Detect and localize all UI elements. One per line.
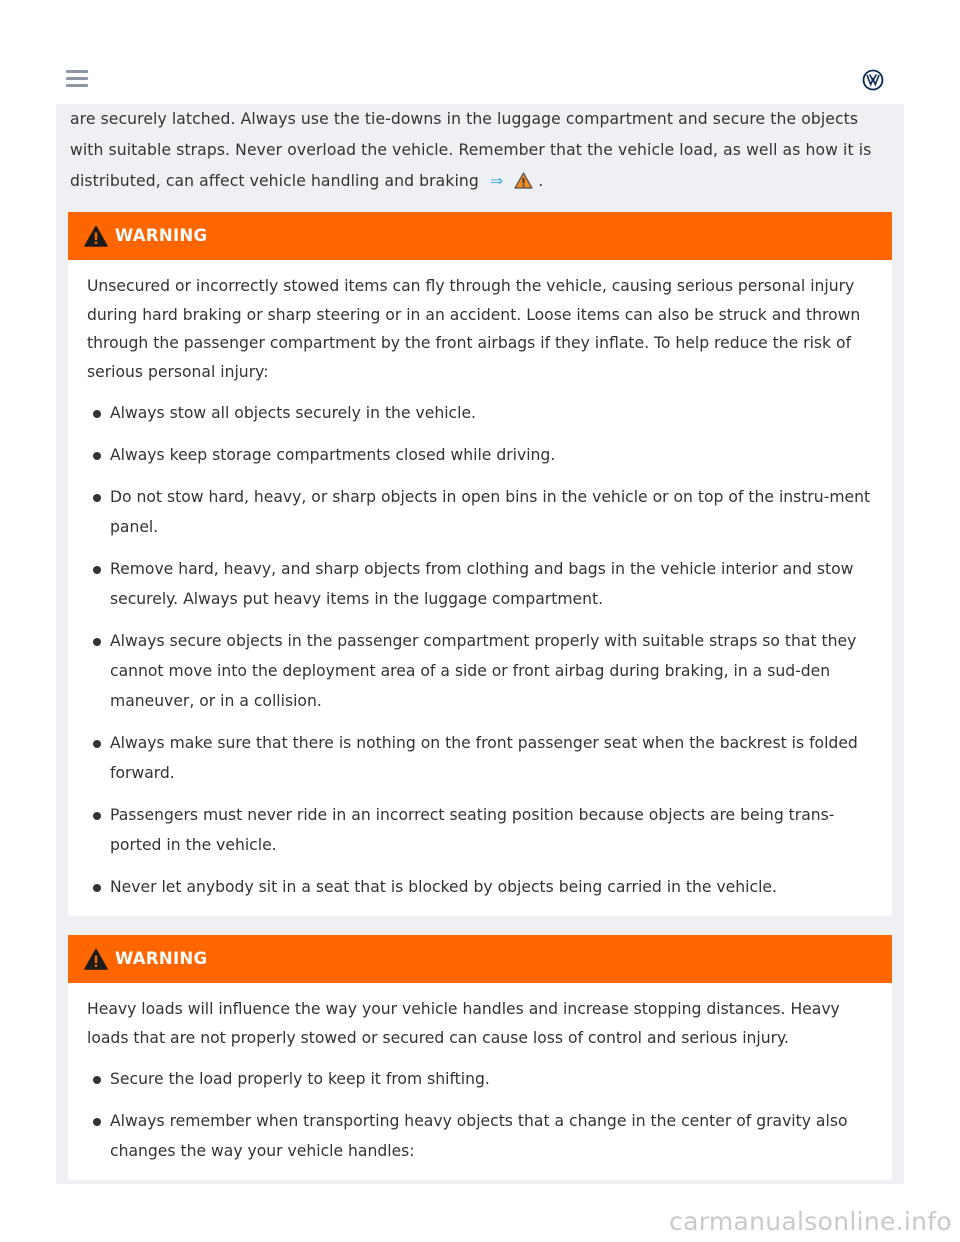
warning-bullet-list [87, 398, 872, 902]
warning-triangle-icon [514, 172, 533, 189]
list-item: Never let anybody sit in a seat that is blocked by objects being carried in the vehicle. [87, 872, 872, 902]
list-item: Do not stow hard, heavy, or sharp objects in open bins in the vehicle or on top of the instru-ment panel. [87, 482, 872, 542]
warning-title: WARNING [115, 949, 208, 968]
warning-triangle-icon [84, 948, 108, 970]
warning-reference-link[interactable]: ⇒ [489, 172, 504, 190]
intro-paragraph [56, 104, 904, 197]
warning-body [68, 260, 892, 916]
list-item: Secure the load properly to keep it from shifting. [87, 1064, 872, 1094]
list-item: Passengers must never ride in an incorrect seating position because objects are being trans-ported in the vehicle. [87, 800, 872, 860]
list-item: Remove hard, heavy, and sharp objects from clothing and bags in the vehicle interior and stow securely. Always put heavy items in the luggage compartment. [87, 554, 872, 614]
watermark-text: carmanualsonline.info [669, 1207, 952, 1236]
intro-end: . [538, 172, 544, 190]
warning-header [68, 212, 892, 260]
top-bar [56, 58, 904, 105]
list-item: Always secure objects in the passenger compartment properly with suitable straps so that they cannot move into the deployment area of a side or front airbag during braking, in a sud-den maneuver, or in a collision. [87, 626, 872, 716]
warning-text: Heavy loads will influence the way your vehicle handles and increase stopping distances. Heavy loads that are not properly stowed or secured can cause loss of control and serious injury. [87, 1000, 840, 1047]
warning-box-heavy-loads [68, 935, 892, 1180]
list-item: Always make sure that there is nothing on the front passenger seat when the backrest is folded forward. [87, 728, 872, 788]
hamburger-menu-icon[interactable] [66, 70, 88, 88]
warning-bullet-list [87, 1064, 872, 1166]
warning-triangle-icon [84, 225, 108, 247]
list-item: Always stow all objects securely in the vehicle. [87, 398, 872, 428]
list-item: Always remember when transporting heavy objects that a change in the center of gravity also changes the way your vehicle handles: [87, 1106, 872, 1166]
warning-box-loose-items [68, 212, 892, 916]
intro-text: are securely latched. Always use the tie-downs in the luggage compartment and secure the objects with suitable straps. Never overload the vehicle. Remember that the vehicle load, as well as how it is distributed, can affect vehicle handling and braking [70, 110, 872, 190]
warning-text: Unsecured or incorrectly stowed items can fly through the vehicle, causing serious personal injury during hard braking or sharp steering or in an accident. Loose items can also be struck and thrown through the passenger compartment by the front airbags if they inflate. To help reduce the risk of serious personal injury: [87, 277, 861, 381]
warning-body [68, 983, 892, 1180]
warning-title: WARNING [115, 226, 208, 245]
warning-header [68, 935, 892, 983]
manual-content [56, 104, 904, 1184]
vw-logo-icon[interactable] [862, 69, 884, 91]
list-item: Always keep storage compartments closed while driving. [87, 440, 872, 470]
